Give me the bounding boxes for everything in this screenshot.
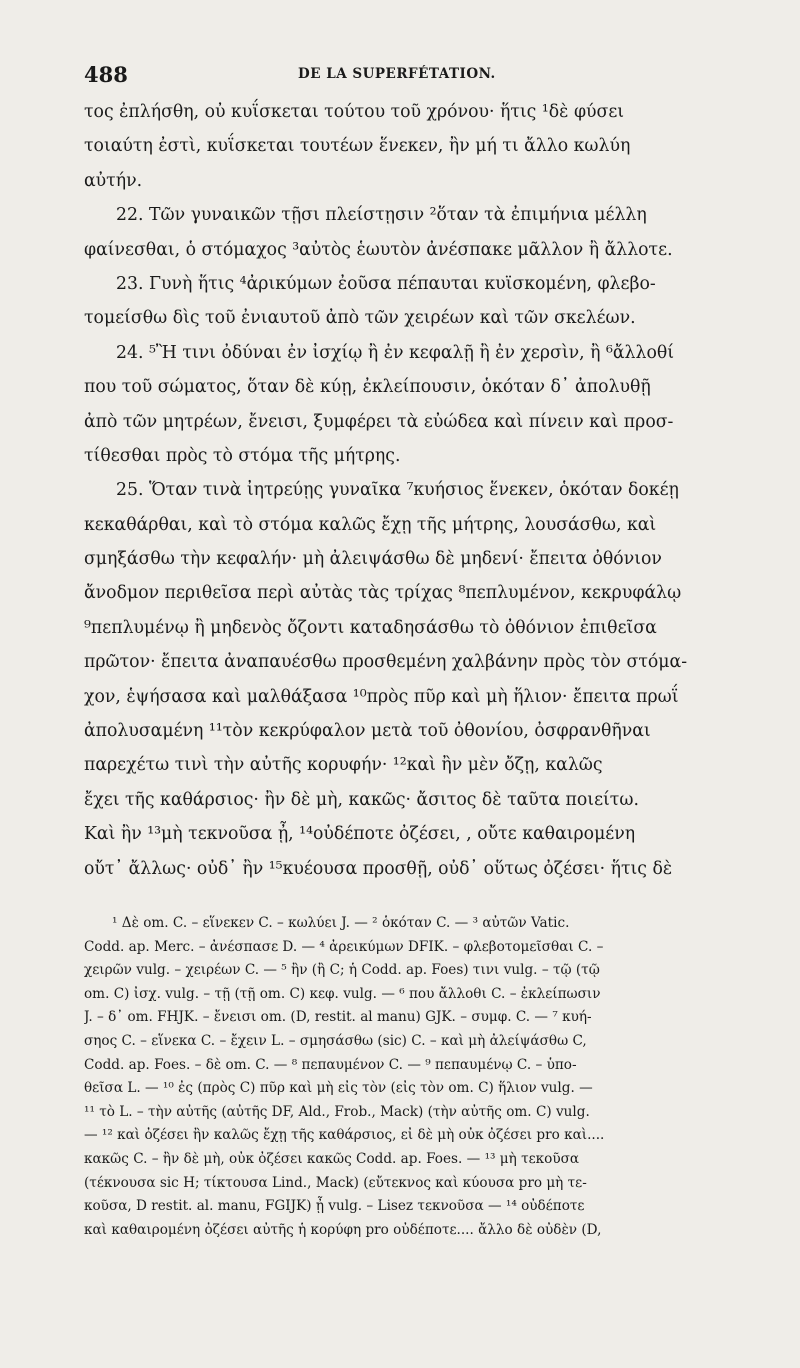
footnote-line: σηος C. – εἵνεκα C. – ἔχειν L. – σμησάσθω (sic) C. – καὶ μὴ ἀλείψάσθω C, [84,1032,587,1049]
footnote-line: κοῦσα, D restit. al. manu, FGIJK) ᾖ vulg. – Lisez τεκνοῦσα — ¹⁴ οὐδέποτε [84,1198,585,1215]
footnote-line: θεῖσα L. — ¹⁰ ἐς (πρὸς C) πῦρ καὶ μὴ εἰς τὸν (εἰς τὸν om. C) ἥλιον vulg. — [84,1080,593,1097]
text-line: αὐτήν. [84,170,143,191]
text-line: ἄνοδμον περιθεῖσα περὶ αὐτὰς τὰς τρίχας ⁸πεπλυμένον, κεκρυφάλῳ [84,583,682,604]
footnote-line: καὶ καθαιρομένη ὀζέσει αὐτῆς ἡ κορύφη pro οὐδέποτε.... ἄλλο δὲ οὐδὲν (D, [84,1221,602,1238]
text-line: οὔτ᾽ ἄλλως· οὐδ᾽ ἢν ¹⁵κυέουσα προσθῇ, οὐδ᾽ οὕτως ὀζέσει· ἥτις δὲ [84,858,673,879]
footnote-line: J. – δ᾽ om. FHJK. – ἔνεισι om. (D, restit. al manu) GJK. – συμφ. C. — ⁷ κυή- [84,1009,592,1026]
text-line: τομείσθω δὶς τοῦ ἐνιαυτοῦ ἀπὸ τῶν χειρέων καὶ τῶν σκελέων. [84,308,636,329]
text-line: ἀπολυσαμένη ¹¹τὸν κεκρύφαλον μετὰ τοῦ ὀθονίου, ὀσφρανθῆναι [84,721,651,742]
running-title: DE LA SUPERFÉTATION. [298,66,496,82]
text-line: που τοῦ σώματος, ὅταν δὲ κύῃ, ἐκλείπουσιν, ὁκόταν δ᾽ ἀπολυθῇ [84,377,651,398]
text-line: σμηξάσθω τὴν κεφαλήν· μὴ ἀλειψάσθω δὲ μηδενί· ἔπειτα ὀθόνιον [84,549,662,570]
page-header [84,62,744,86]
text-line: ἀπὸ τῶν μητρέων, ἔνεισι, ξυμφέρει τὰ εὐώδεα καὶ πίνειν καὶ προσ- [84,411,674,432]
text-line: κεκαθάρθαι, καὶ τὸ στόμα καλῶς ἔχῃ τῆς μήτρης, λουσάσθω, καὶ [84,514,657,535]
footnote-line: χειρῶν vulg. – χειρέων C. — ⁵ ἢν (ἢ C; ἡ Codd. ap. Foes) τινι vulg. – τῷ (τῷ [84,962,600,979]
text-line: ⁹πεπλυμένῳ ἢ μηδενὸς ὄζοντι καταδησάσθω τὸ ὀθόνιον ἐπιθεῖσα [84,617,657,638]
main-text [84,95,740,886]
text-line: 23. Γυνὴ ἥτις ⁴ἀρικύμων ἐοῦσα πέπαυται κυϊσκομένη, φλεβο- [116,273,656,294]
text-line: Καὶ ἢν ¹³μὴ τεκνοῦσα ᾖ, ¹⁴οὐδέποτε ὀζέσει, , οὔτε καθαιρομένη [84,824,636,845]
footnote-line: ¹¹ τὸ L. – τὴν αὐτῆς (αὐτῆς DF, Ald., Frob., Mack) (τὴν αὐτῆς om. C) vulg. [84,1103,590,1120]
footnotes [84,912,740,1242]
footnote-line: κακῶς C. – ἢν δὲ μὴ, οὐκ ὀζέσει κακῶς Codd. ap. Foes. — ¹³ μὴ τεκοῦσα [84,1150,580,1167]
text-line: ἔχει τῆς καθάρσιος· ἢν δὲ μὴ, κακῶς· ἄσιτος δὲ ταῦτα ποιείτω. [84,789,639,810]
footnote-line: Codd. ap. Merc. – ἀνέσπασε D. — ⁴ ἀρεικύμων DFIK. – φλεβοτομεῖσθαι C. – [84,938,604,955]
footnote-line: — ¹² καὶ ὀζέσει ἢν καλῶς ἔχῃ τῆς καθάρσιος, εἰ δὲ μὴ οὐκ ὀζέσει pro καὶ.... [84,1127,605,1144]
footnote-line: om. C) ἰσχ. vulg. – τῇ (τῇ om. C) κεφ. vulg. — ⁶ που ἄλλοθι C. – ἐκλείπωσιν [84,985,601,1002]
text-line: πρῶτον· ἔπειτα ἀναπαυέσθω προσθεμένη χαλβάνην πρὸς τὸν στόμα- [84,652,688,673]
footnote-line: ¹ Δὲ om. C. – εἵνεκεν C. – κωλύει J. — ² ὁκόταν C. — ³ αὐτῶν Vatic. [112,915,570,931]
text-line: 24. ⁵Ἢ τινι ὀδύναι ἐν ἰσχίῳ ἢ ἐν κεφαλῇ ἢ ἐν χερσὶν, ἢ ⁶ἄλλοθί [116,342,675,363]
text-line: φαίνεσθαι, ὁ στόμαχος ³αὐτὸς ἑωυτὸν ἀνέσπακε μᾶλλον ἢ ἄλλοτε. [84,239,673,260]
text-line: χον, ἑψήσασα καὶ μαλθάξασα ¹⁰πρὸς πῦρ καὶ μὴ ἥλιον· ἔπειτα πρωΐ [84,686,679,707]
footnote-line: (τέκνουσα sic H; τίκτουσα Lind., Mack) (εὔτεκνος καὶ κύουσα pro μὴ τε- [84,1174,587,1191]
text-line: τος ἐπλήσθη, οὐ κυΐσκεται τούτου τοῦ χρόνου· ἥτις ¹δὲ φύσει [84,102,625,122]
text-line: τίθεσθαι πρὸς τὸ στόμα τῆς μήτρης. [84,445,401,466]
text-line: 22. Τῶν γυναικῶν τῇσι πλείστῃσιν ²ὅταν τὰ ἐπιμήνια μέλλη [116,205,647,226]
text-line: 25. Ὅταν τινὰ ἰητρεύῃς γυναῖκα ⁷κυήσιος ἕνεκεν, ὁκόταν δοκέῃ [116,480,679,501]
page-number: 488 [84,62,128,87]
footnote-line: Codd. ap. Foes. – δὲ om. C. — ⁸ πεπαυμένον C. — ⁹ πεπαυμένῳ C. – ὑπο- [84,1056,577,1073]
text-line: παρεχέτω τινὶ τὴν αὐτῆς κορυφήν· ¹²καὶ ἢν μὲν ὄζῃ, καλῶς [84,755,603,776]
text-line: τοιαύτη ἐστὶ, κυΐσκεται τουτέων ἕνεκεν, ἢν μή τι ἄλλο κωλύη [84,136,631,157]
